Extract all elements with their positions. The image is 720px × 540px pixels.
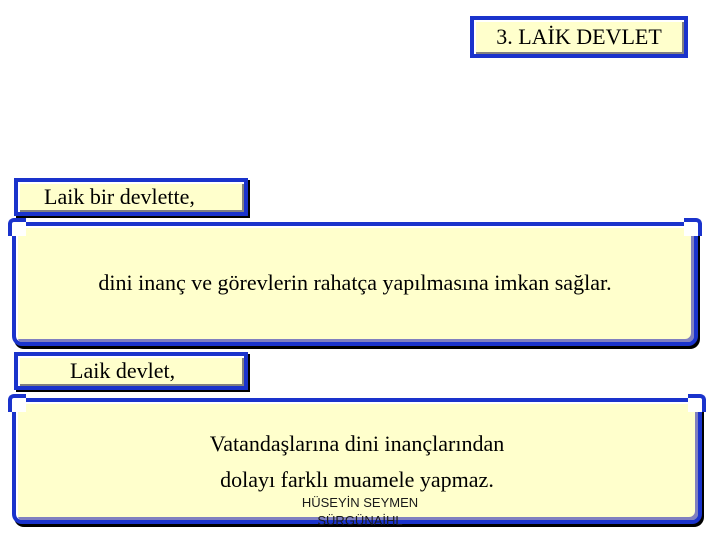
section1-label-text: Laik bir devlette, (44, 184, 195, 209)
slide-title (470, 16, 688, 58)
author-subtitle: SÜRGÜNAİHL (317, 513, 403, 528)
section1-text: dini inanç ve görevlerin rahatça yapılmasına imkan sağlar. (98, 270, 612, 295)
section2-label (14, 352, 248, 390)
section1-panel (12, 222, 698, 346)
author-name: HÜSEYİN SEYMEN (301, 495, 419, 510)
slide-title-text: 3. LAİK DEVLET (496, 24, 662, 49)
section2-text (16, 426, 698, 498)
section2-line1: Vatandaşlarına dini inançlarından (209, 431, 505, 456)
section2-label-text: Laik devlet, (70, 358, 176, 383)
author-credit (276, 494, 444, 528)
section2-line2: dolayı farklı muamele yapmaz. (220, 467, 494, 492)
section1-label (14, 178, 248, 216)
